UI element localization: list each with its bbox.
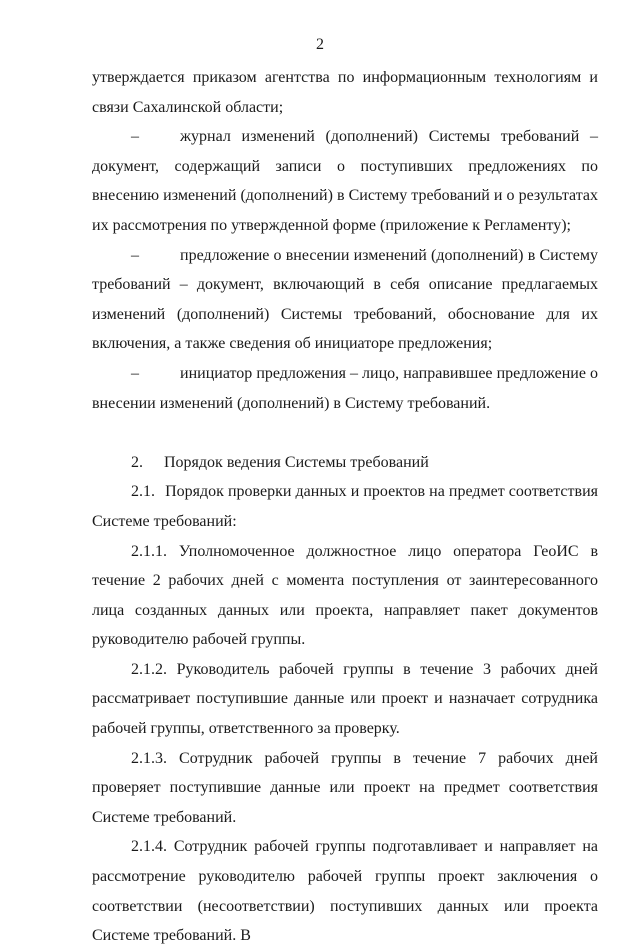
subsection-2-1 [92,477,598,536]
definition-initiator [92,359,598,418]
page-number: 2 [316,36,324,53]
paragraph-approval: утверждается приказом агентства по информационным технологиям и связи Сахалинской области; [92,69,598,116]
definition-text: журнал изменений (дополнений) Системы требований – документ, содержащий записи о поступивших предложениях по внесению изменений (дополнений) в Систему требований и о результатах их рассмотрения по утвержденной форме (приложение к Регламенту); [92,128,598,234]
section-number: 2. [131,453,143,471]
definition-change-log [92,122,598,240]
subsection-text: Порядок проверки данных и проектов на предмет соответствия Системе требований: [92,483,599,530]
spacer [92,418,598,448]
clause-2-1-4: 2.1.4. Сотрудник рабочей группы подготавливает и направляет на рассмотрение руководителю рабочей группы проект заключения о соответствии (несоответствии) поступивших данных или проекта Системе требований. В [92,838,598,945]
definition-change-proposal [92,241,598,359]
clause-2-1-2: 2.1.2. Руководитель рабочей группы в течение 3 рабочих дней рассматривает поступившие данные или проект и назначает сотрудника рабочей группы, ответственного за проверку. [92,660,598,738]
dash-marker: – [131,128,139,146]
dash-marker: – [131,364,139,382]
dash-marker: – [131,246,139,264]
document-body [92,63,598,951]
section-heading [92,448,598,478]
definition-text: инициатор предложения – лицо, направившее предложение о внесении изменений (дополнений) в Систему требований. [92,364,598,412]
definition-text: предложение о внесении изменений (дополнений) в Систему требований – документ, включающий в себя описание предлагаемых изменений (дополнений) Системы требований, обоснование для их включения, а также сведения об инициаторе предложения; [92,246,598,353]
clause-2-1-3: 2.1.3. Сотрудник рабочей группы в течение 7 рабочих дней проверяет поступившие данные или проект на предмет соответствия Системе требований. [92,749,598,826]
subsection-number: 2.1. [131,483,155,501]
clause-2-1-1: 2.1.1. Уполномоченное должностное лицо оператора ГеоИС в течение 2 рабочих дней с момента поступления от заинтересованного лица созданных данных или проекта, направляет пакет документов руководителю рабочей группы. [92,542,598,649]
section-title: Порядок ведения Системы требований [164,453,429,471]
